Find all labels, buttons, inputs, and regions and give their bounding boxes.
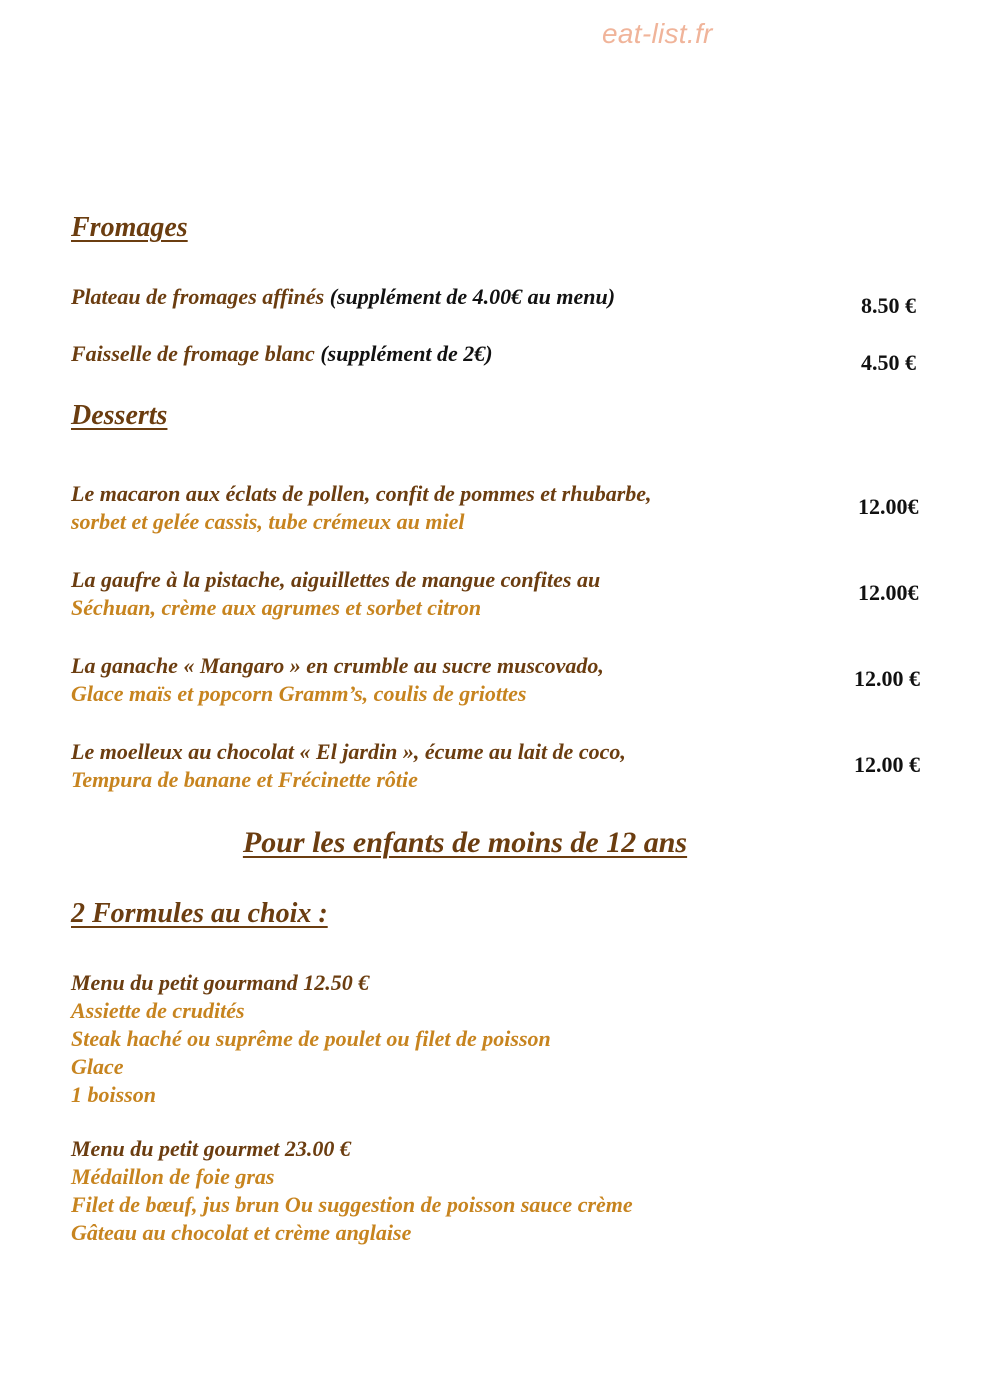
dessert-item-2 — [71, 566, 600, 622]
dessert-item-3-line2: Glace maïs et popcorn Gramm’s, coulis de griottes — [71, 681, 527, 706]
dessert-item-3-line1: La ganache « Mangaro » en crumble au sucre muscovado, — [71, 653, 604, 678]
fromages-heading: Fromages — [71, 212, 188, 243]
dessert-item-4-line1: Le moelleux au chocolat « El jardin », écume au lait de coco, — [71, 739, 626, 764]
menu-petit-gourmand — [71, 969, 551, 1109]
dessert-item-3 — [71, 652, 604, 708]
dessert-item-2-line2: Séchuan, crème aux agrumes et sorbet citron — [71, 595, 482, 620]
dessert-item-4 — [71, 738, 626, 794]
fromage-item-2-price: 4.50 € — [861, 350, 916, 375]
fromage-item-1-name: Plateau de fromages affinés — [71, 284, 325, 309]
fromage-item-2-name: Faisselle de fromage blanc — [71, 341, 315, 366]
menu-petit-gourmet-line: Gâteau au chocolat et crème anglaise — [71, 1220, 412, 1245]
dessert-item-4-price: 12.00 € — [854, 752, 920, 777]
desserts-heading: Desserts — [71, 400, 168, 431]
fromage-item-2 — [71, 340, 493, 368]
dessert-item-4-line2: Tempura de banane et Frécinette rôtie — [71, 767, 418, 792]
fromage-item-1-note: (supplément de 4.00€ au menu) — [324, 284, 616, 309]
watermark: eat-list.fr — [602, 18, 713, 49]
dessert-item-3-price: 12.00 € — [854, 666, 920, 691]
dessert-item-1-line2: sorbet et gelée cassis, tube crémeux au miel — [71, 509, 465, 534]
menu-petit-gourmand-title: Menu du petit gourmand 12.50 € — [71, 970, 370, 995]
dessert-item-1 — [71, 480, 652, 536]
menu-petit-gourmet-line: Filet de bœuf, jus brun Ou suggestion de poisson sauce crème — [71, 1192, 633, 1217]
enfants-heading: Pour les enfants de moins de 12 ans — [242, 826, 688, 859]
fromage-item-1-price: 8.50 € — [861, 293, 916, 318]
menu-petit-gourmand-line: Assiette de crudités — [71, 998, 245, 1023]
dessert-item-2-price: 12.00€ — [858, 580, 919, 605]
menu-petit-gourmet — [71, 1135, 633, 1247]
fromage-item-2-note: (supplément de 2€) — [314, 341, 493, 366]
menu-petit-gourmand-line: Steak haché ou suprême de poulet ou filet de poisson — [71, 1026, 551, 1051]
fromage-item-1 — [71, 283, 615, 311]
menu-petit-gourmet-line: Médaillon de foie gras — [71, 1164, 275, 1189]
menu-petit-gourmand-line: 1 boisson — [71, 1082, 156, 1107]
menu-petit-gourmand-line: Glace — [71, 1054, 124, 1079]
formules-heading: 2 Formules au choix : — [71, 898, 328, 929]
dessert-item-2-line1: La gaufre à la pistache, aiguillettes de mangue confites au — [71, 567, 601, 592]
dessert-item-1-price: 12.00€ — [858, 494, 919, 519]
menu-petit-gourmet-title: Menu du petit gourmet 23.00 € — [71, 1136, 351, 1161]
dessert-item-1-line1: Le macaron aux éclats de pollen, confit de pommes et rhubarbe, — [71, 481, 652, 506]
